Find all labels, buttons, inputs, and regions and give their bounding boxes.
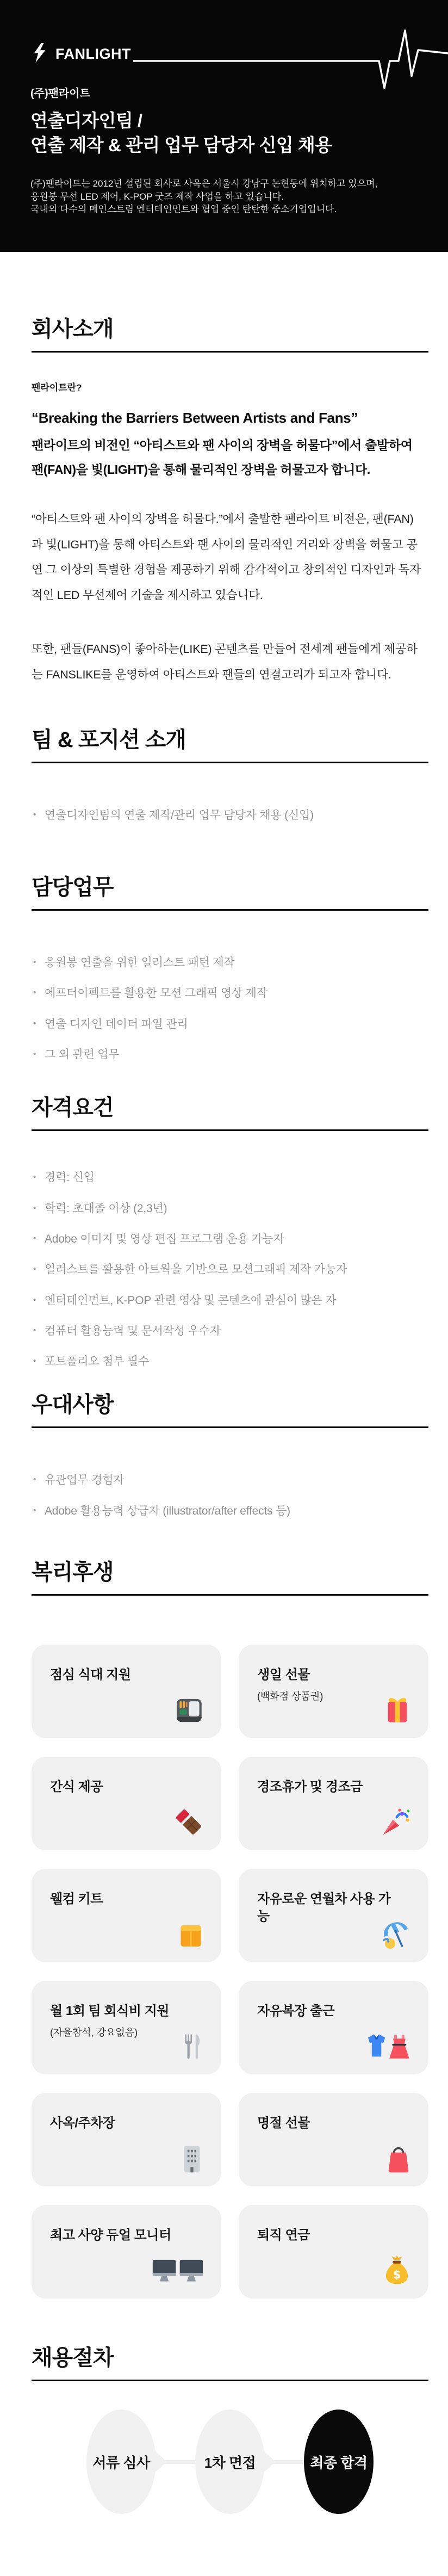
- bento-emoji-icon: [175, 1696, 204, 1725]
- benefit-card-family-events: [239, 1757, 428, 1850]
- section-divider: [32, 2380, 428, 2381]
- section-heading-process: 채용절차: [32, 2346, 114, 2370]
- benefit-card-holiday-gift: [239, 2093, 428, 2186]
- card-title: 웰컴 키트: [50, 1892, 103, 1906]
- brand-name: FANLIGHT: [55, 46, 131, 62]
- list-item: • 학력: 초대졸 이상 (2,3년): [32, 1201, 428, 1216]
- list-item: • 경력: 신입: [32, 1170, 428, 1185]
- section-preferred: [32, 1392, 428, 1518]
- hiring-process-flow: [32, 2410, 428, 2514]
- shopping-bag-emoji-icon: [386, 2144, 411, 2173]
- benefit-card-lunch: [32, 1645, 221, 1738]
- summary-line: 응원봉 무선 LED 제어, K-POP 굿즈 제작 사업을 하고 있습니다.: [30, 191, 284, 202]
- process-step-final-pass: 최종 합격: [304, 2410, 374, 2514]
- job-title-line1: 연출디자인팀 /: [30, 110, 142, 131]
- card-title: 최고 사양 듀얼 모니터: [50, 2228, 171, 2243]
- section-divider: [32, 909, 428, 911]
- job-title: [30, 109, 426, 158]
- list-item: • 컴퓨터 활용능력 및 문서작성 우수자: [32, 1324, 428, 1338]
- about-vision-line2: 팬(FAN)을 빛(LIGHT)을 통해 물리적인 장벽을 허물고자 합니다.: [32, 462, 371, 477]
- card-title: 명절 선물: [257, 2116, 310, 2130]
- section-heading-team: 팀 & 포지션 소개: [32, 727, 186, 752]
- list-item: • Adobe 이미지 및 영상 편집 프로그램 운용 가능자: [32, 1232, 428, 1246]
- company-name: (주)팬라이트: [30, 88, 90, 100]
- card-title: 월 1회 팀 회식비 지원: [50, 2004, 169, 2018]
- list-item: • Adobe 활용능력 상급자 (illustrator/after effects 등): [32, 1504, 428, 1518]
- list-item: • 일러스트를 활용한 아트웍을 기반으로 모션그래픽 제작 가능자: [32, 1262, 428, 1277]
- about-vision: [32, 433, 428, 482]
- card-title: 자유복장 출근: [257, 2004, 335, 2018]
- process-step-first-interview: 1차 면접: [195, 2410, 265, 2514]
- card-title: 사옥/주차장: [50, 2116, 115, 2130]
- card-title: 간식 제공: [50, 1780, 103, 1794]
- section-divider: [32, 1129, 428, 1131]
- party-popper-emoji-icon: [381, 1807, 411, 1837]
- about-paragraph-2: 또한, 팬들(FANS)이 좋아하는(LIKE) 콘텐츠를 만들어 전세계 팬들에게 제공하는 FANSLIKE를 운영하여 아티스트와 팬들의 연결고리가 되고자 합니다.: [32, 643, 418, 681]
- process-step-document-screening: 서류 심사: [86, 2410, 156, 2514]
- team-list: [32, 808, 428, 823]
- card-title: 점심 식대 지원: [50, 1667, 131, 1682]
- card-subtitle: (자율참석, 강요없음): [50, 2027, 138, 2038]
- section-about: [32, 316, 428, 688]
- section-requirements: [32, 1095, 428, 1369]
- section-benefits: [32, 1559, 428, 2299]
- duties-list: [32, 955, 428, 1062]
- beach-umbrella-emoji-icon: [381, 1919, 411, 1949]
- card-subtitle: (백화점 상품권): [257, 1691, 323, 1702]
- list-item: • 에프터이펙트를 활용한 모션 그래픽 영상 제작: [32, 986, 428, 1000]
- gift-emoji-icon: [384, 1695, 411, 1725]
- section-divider: [32, 351, 428, 353]
- requirements-list: [32, 1170, 428, 1369]
- section-heading-duties: 담당업무: [32, 875, 114, 900]
- section-duties: [32, 874, 428, 1062]
- fork-knife-emoji-icon: [180, 2032, 204, 2061]
- list-item: • 응원봉 연출을 위한 일러스트 패턴 제작: [32, 955, 428, 970]
- page-body: [0, 316, 448, 2514]
- card-title: 경조휴가 및 경조금: [257, 1780, 363, 1794]
- package-emoji-icon: [178, 1920, 204, 1949]
- section-process: [32, 2345, 428, 2514]
- heartbeat-line-icon: [133, 27, 448, 98]
- about-vision-line1: 팬라이트의 비전인 “아티스트와 팬 사이의 장벽을 허물다”에서 출발하여: [32, 438, 413, 452]
- benefit-card-team-dinner: [32, 1981, 221, 2074]
- summary-line: (주)팬라이트는 2012년 설립된 회사로 사옥은 서울시 강남구 논현동에 위치하고 있으며,: [30, 178, 378, 189]
- money-bag-emoji-icon: [383, 2255, 411, 2285]
- section-heading-preferred: 우대사항: [32, 1393, 114, 1417]
- benefit-card-vacation: [239, 1869, 428, 1962]
- list-item: • 연출 디자인 데이터 파일 관리: [32, 1017, 428, 1031]
- chocolate-emoji-icon: [173, 1807, 204, 1837]
- benefit-card-birthday: [239, 1645, 428, 1738]
- benefit-card-dual-monitor: [32, 2205, 221, 2299]
- about-slogan: “Breaking the Barriers Between Artists and Fans”: [32, 410, 358, 426]
- card-title: 자유로운 연월차 사용 가능: [257, 1892, 391, 1924]
- about-question: 팬라이트란?: [32, 382, 82, 393]
- section-heading-requirements: 자격요건: [32, 1096, 114, 1120]
- list-item: • 엔터테인먼트, K-POP 관련 영상 및 콘텐츠에 관심이 많은 자: [32, 1293, 428, 1308]
- list-item: • 유관업무 경험자: [32, 1473, 428, 1487]
- lightning-logo-icon: [30, 42, 49, 66]
- section-divider: [32, 1426, 428, 1428]
- list-item: • 그 외 관련 업무: [32, 1047, 428, 1062]
- shirt-dress-emoji-icon: [361, 2032, 411, 2061]
- company-summary: [30, 177, 426, 216]
- benefit-card-dress-code: [239, 1981, 428, 2074]
- section-divider: [32, 762, 428, 763]
- job-title-line2: 연출 제작 & 관리 업무 담당자 신입 채용: [30, 134, 332, 155]
- hero-header: [0, 0, 448, 252]
- benefit-card-welcome-kit: [32, 1869, 221, 1962]
- section-heading-about: 회사소개: [32, 317, 114, 341]
- benefit-card-office-parking: [32, 2093, 221, 2186]
- about-paragraph-1: “아티스트와 팬 사이의 장벽을 허물다.”에서 출발한 팬라이트 비전은, 팬(FAN)과 빛(LIGHT)을 통해 아티스트와 팬 사이의 물리적인 거리와 장벽을 허물고 공연 그 이상의 특별한 경험을 제공하기 위해 감각적이고 창의적인 디자인과 독자적인 LED 무선제어 기술을 제시하고 있습니다.: [32, 512, 421, 602]
- svg-text:$: $: [393, 2268, 401, 2281]
- list-item: • 포트폴리오 첨부 필수: [32, 1354, 428, 1369]
- list-item: • 연출디자인팀의 연출 제작/관리 업무 담당자 채용 (신입): [32, 808, 428, 823]
- summary-line: 국내외 다수의 메인스트림 엔터테인먼트와 협업 중인 탄탄한 중소기업입니다.: [30, 204, 337, 215]
- section-team: [32, 727, 428, 823]
- benefits-grid: [32, 1645, 428, 2299]
- section-heading-benefits: 복리후생: [32, 1560, 114, 1584]
- section-divider: [32, 1594, 428, 1596]
- office-building-emoji-icon: [180, 2144, 204, 2173]
- benefit-card-snacks: [32, 1757, 221, 1850]
- card-title: 퇴직 연금: [257, 2228, 310, 2243]
- dual-monitor-emoji-icon: [152, 2258, 204, 2285]
- benefit-card-pension: [239, 2205, 428, 2299]
- preferred-list: [32, 1473, 428, 1518]
- card-title: 생일 선물: [257, 1667, 310, 1682]
